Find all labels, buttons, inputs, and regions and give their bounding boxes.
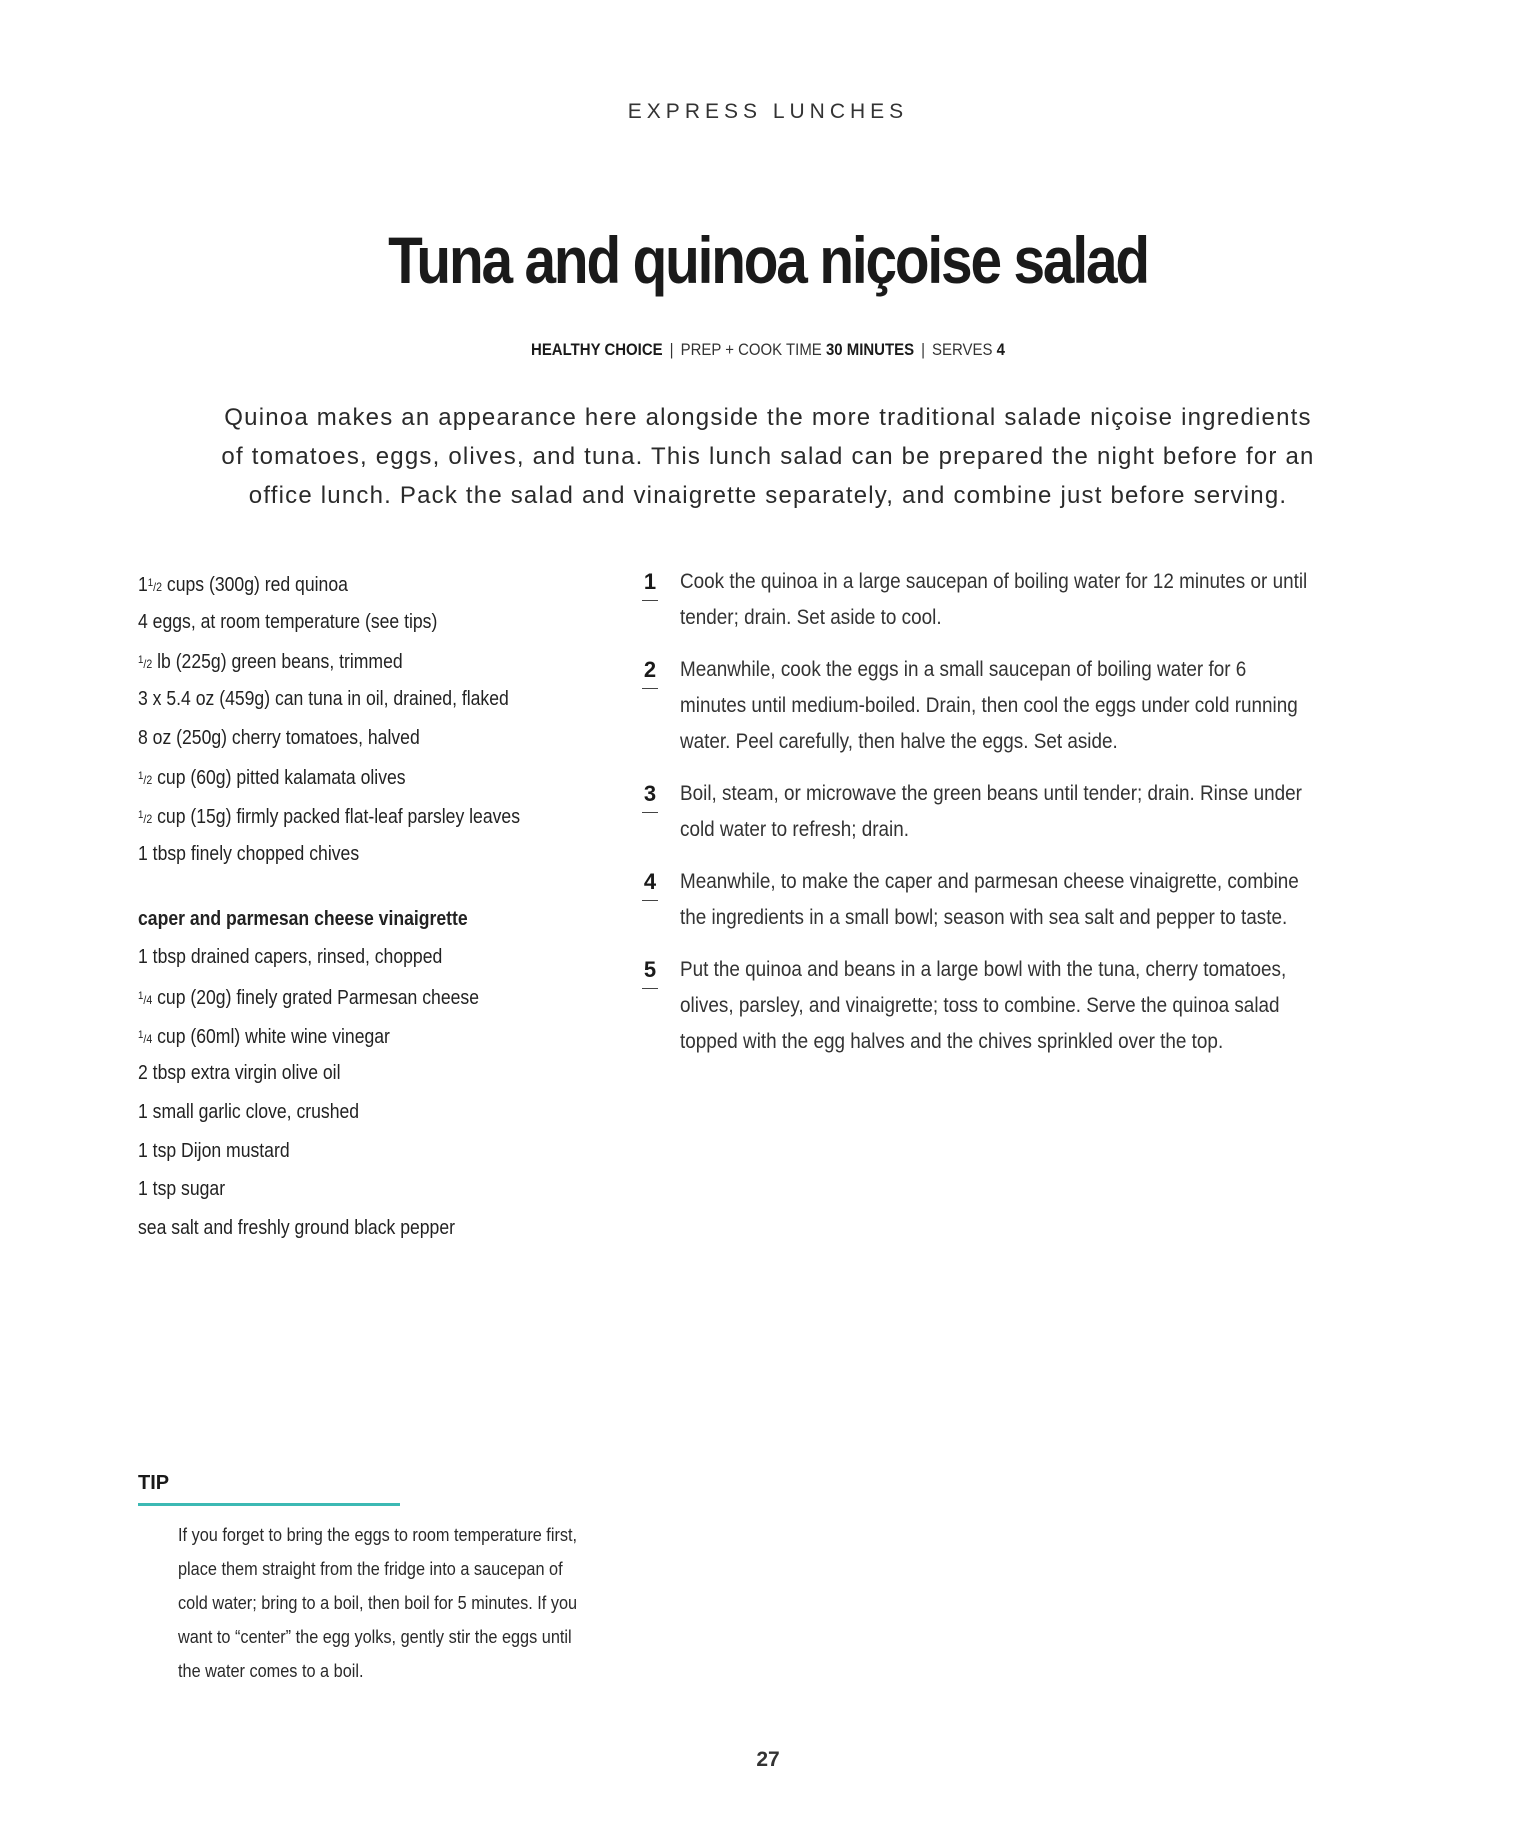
ingredient-item [138, 1170, 578, 1209]
ingredient-text: 2 tbsp extra virgin olive oil [138, 1062, 341, 1085]
fraction-slash: / [143, 773, 147, 788]
ingredient-item [138, 1016, 578, 1055]
ingredient-text: cup (15g) firmly packed flat-leaf parsley leaves [152, 806, 521, 829]
fraction-denominator: 2 [156, 580, 163, 594]
fraction-numerator: 1 [147, 577, 154, 589]
serves-value: 4 [996, 340, 1005, 359]
main-ingredients [138, 564, 638, 874]
ingredient-text: 1 tsp sugar [138, 1178, 226, 1201]
ingredient-text: lb (225g) green beans, trimmed [152, 651, 403, 674]
healthy-choice-label: HEALTHY CHOICE [531, 340, 663, 359]
ingredient-item [138, 641, 578, 680]
serves-label: SERVES [932, 340, 993, 359]
fraction [138, 989, 153, 1007]
ingredient-item [138, 1093, 578, 1132]
step-text: Cook the quinoa in a large saucepan of boiling water for 12 minutes or until tender; drain. Set aside to cool. [680, 570, 1308, 629]
fraction-numerator: 1 [138, 770, 144, 783]
ingredient-item [138, 603, 578, 642]
ingredient-item [138, 757, 578, 796]
fraction-numerator: 1 [138, 989, 144, 1002]
ingredient-text: cup (60g) pitted kalamata olives [152, 767, 406, 790]
method-step [642, 864, 1382, 936]
ingredient-text: cup (60ml) white wine vinegar [152, 1025, 390, 1048]
fraction-denominator: 2 [146, 812, 153, 827]
ingredient-text: 3 x 5.4 oz (459g) can tuna in oil, drained, flaked [138, 688, 509, 711]
fraction-numerator: 1 [138, 1028, 144, 1041]
fraction-numerator: 1 [138, 654, 144, 667]
step-text: Meanwhile, to make the caper and parmesan cheese vinaigrette, combine the ingredients in a small bowl; season with sea salt and pepper to taste. [680, 870, 1299, 929]
fraction-slash: / [143, 812, 147, 827]
ingredient-text: 1 small garlic clove, crushed [138, 1100, 360, 1123]
fraction-denominator: 4 [146, 992, 153, 1007]
ingredient-item [138, 835, 578, 874]
meta-separator: | [921, 340, 926, 359]
method-steps [642, 564, 1382, 1076]
method-step [642, 952, 1382, 1060]
ingredient-text: cups (300g) red quinoa [162, 574, 348, 596]
method-step [642, 564, 1382, 636]
ingredient-item [138, 796, 578, 835]
prep-time-value: 30 MINUTES [825, 340, 915, 359]
recipe-title: Tuna and quinoa niçoise salad [388, 223, 1148, 297]
fraction [138, 1028, 153, 1046]
step-number: 5 [642, 952, 658, 989]
vinaigrette-heading: caper and parmesan cheese vinaigrette [138, 907, 468, 930]
ingredient-text: 1 tsp Dijon mustard [138, 1139, 290, 1162]
ingredient-item [138, 1054, 578, 1093]
recipe-intro: Quinoa makes an appearance here alongside the more traditional salade niçoise ingredients of tomatoes, eggs, olives, and tuna. This lunch salad can be prepared the night before for an office lunch. Pack the salad and vinaigrette separately, and combine just before serving. [221, 404, 1315, 509]
method-step [642, 776, 1382, 848]
ingredient-text: 1 tbsp drained capers, rinsed, chopped [138, 946, 443, 969]
ingredient-item [138, 1132, 578, 1171]
ingredient-item [138, 1209, 578, 1248]
recipe-meta [92, 340, 1444, 360]
fraction [138, 654, 153, 672]
fraction-slash: / [153, 580, 157, 594]
ingredient-text: sea salt and freshly ground black pepper [138, 1217, 456, 1239]
tip-heading: TIP [138, 1472, 400, 1506]
ingredient-item [138, 938, 578, 977]
ingredient-text: 1 tbsp finely chopped chives [138, 842, 360, 865]
vinaigrette-ingredients [138, 938, 638, 1248]
fraction [138, 770, 153, 788]
ingredient-item [138, 977, 578, 1016]
ingredients-list [138, 564, 638, 1248]
meta-separator: | [669, 340, 674, 359]
fraction-denominator: 2 [146, 773, 153, 788]
step-number: 2 [642, 652, 658, 689]
fraction-denominator: 2 [146, 657, 153, 672]
ingredient-item [138, 719, 578, 758]
step-text: Put the quinoa and beans in a large bowl with the tuna, cherry tomatoes, olives, parsley, and vinaigrette; toss to combine. Serve the quinoa salad topped with the egg halves and the chives sprinkled over the top. [680, 958, 1287, 1053]
ingredient-quantity-whole: 1 [138, 574, 148, 596]
fraction-numerator: 1 [138, 809, 144, 822]
step-number: 4 [642, 864, 658, 901]
tip-body: If you forget to bring the eggs to room temperature first, place them straight from the fridge into a saucepan of cold water; bring to a boil, then boil for 5 minutes. If you want to “center” the egg yolks, gently stir the eggs until the water comes to a boil. [178, 1524, 578, 1681]
ingredient-item [138, 564, 578, 603]
fraction [147, 577, 163, 594]
fraction [138, 809, 153, 827]
fraction-slash: / [143, 1031, 147, 1046]
step-number: 3 [642, 776, 658, 813]
fraction-slash: / [143, 657, 147, 672]
step-number: 1 [642, 564, 658, 601]
ingredient-text: 4 eggs, at room temperature (see tips) [138, 610, 438, 633]
fraction-denominator: 4 [146, 1031, 153, 1046]
step-text: Meanwhile, cook the eggs in a small saucepan of boiling water for 6 minutes until medium-boiled. Drain, then cool the eggs under cold running water. Peel carefully, then halve the eggs. Set aside. [680, 658, 1298, 753]
ingredient-item [138, 680, 578, 719]
step-text: Boil, steam, or microwave the green beans until tender; drain. Rinse under cold water to refresh; drain. [680, 782, 1302, 841]
section-label: EXPRESS LUNCHES [627, 100, 909, 123]
prep-time-label: PREP + COOK TIME [680, 340, 822, 359]
page-number: 27 [756, 1748, 780, 1771]
fraction-slash: / [143, 992, 147, 1007]
ingredient-text: cup (20g) finely grated Parmesan cheese [152, 986, 479, 1009]
ingredient-text: 8 oz (250g) cherry tomatoes, halved [138, 726, 420, 749]
method-step [642, 652, 1382, 760]
